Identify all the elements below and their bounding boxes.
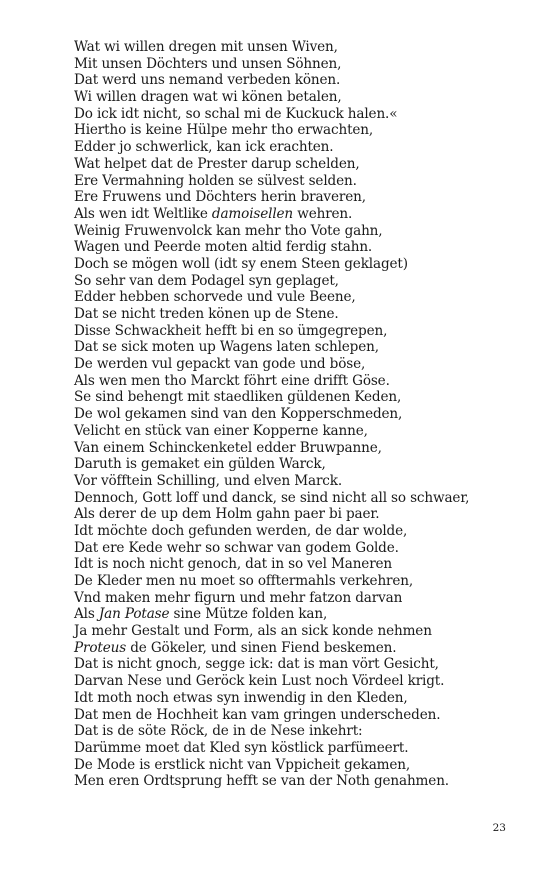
- poem-line-segment: Dat se sick moten up Wagens laten schlepen,: [74, 339, 379, 356]
- poem-line-segment: Ere Vermahning holden se sülvest selden.: [74, 172, 357, 189]
- poem-line-segment: Dat men de Hochheit kan vam gringen underscheden.: [74, 706, 441, 723]
- poem-line-segment: Vnd maken mehr figurn und mehr fatzon darvan: [74, 589, 403, 606]
- poem-line-segment: Dat is de söte Röck, de in de Nese inkehrt:: [74, 723, 363, 740]
- poem-line-segment: Ere Fruwens und Döchters herin braveren,: [74, 189, 366, 206]
- poem-line-segment: De werden vul gepackt van gode und böse,: [74, 356, 366, 373]
- poem-line-segment: Ja mehr Gestalt und Form, als an sick konde nehmen: [74, 623, 432, 640]
- poem-line: [74, 406, 524, 423]
- poem-line-segment: Se sind behengt mit staedliken güldenen Keden,: [74, 389, 402, 406]
- poem-line-segment: Edder jo schwerlick, kan ick erachten.: [74, 139, 334, 156]
- poem-line-segment: Dennoch, Gott loff und danck, se sind nicht all so schwaer,: [74, 489, 470, 506]
- poem-line-segment: Hiertho is keine Hülpe mehr tho erwachten,: [74, 122, 374, 139]
- poem-line: [74, 106, 524, 123]
- poem-line-segment: Weinig Fruwenvolck kan mehr tho Vote gahn,: [74, 222, 383, 239]
- poem-line-segment: De Mode is erstlick nicht van Vppicheit gekamen,: [74, 756, 411, 773]
- poem-line: [74, 239, 524, 256]
- poem-line-italic-segment: Jan Potase: [98, 606, 170, 623]
- poem-line: [74, 656, 524, 673]
- poem-line-segment: Darümme moet dat Kled syn köstlick parfümeert.: [74, 739, 409, 756]
- poem-line: [74, 740, 524, 757]
- poem-line-segment: Als wen idt Weltlike: [74, 205, 212, 222]
- poem-line-segment: Daruth is gemaket ein gülden Warck,: [74, 456, 326, 473]
- poem-line: [74, 39, 524, 56]
- page-number: 23: [492, 822, 506, 834]
- poem-line: [74, 323, 524, 340]
- poem-line: [74, 139, 524, 156]
- poem-line: [74, 606, 524, 623]
- poem-line: [74, 339, 524, 356]
- poem-text: [74, 39, 524, 790]
- poem-line: [74, 690, 524, 707]
- poem-line: [74, 707, 524, 724]
- poem-line-segment: Mit unsen Döchters und unsen Söhnen,: [74, 55, 342, 72]
- poem-line-segment: wehren.: [293, 205, 353, 222]
- poem-line-segment: Idt moth noch etwas syn inwendig in den Kleden,: [74, 689, 408, 706]
- poem-line-segment: Idt möchte doch gefunden werden, de dar wolde,: [74, 522, 408, 539]
- poem-line-segment: de Gökeler, und sinen Fiend beskemen.: [126, 639, 397, 656]
- poem-line: [74, 356, 524, 373]
- poem-line-segment: Wat helpet dat de Prester darup schelden,: [74, 155, 360, 172]
- poem-line-segment: Darvan Nese und Geröck kein Lust noch Vördeel krigt.: [74, 673, 445, 690]
- poem-line: [74, 223, 524, 240]
- poem-line: [74, 273, 524, 290]
- poem-line-segment: Idt is noch nicht genoch, dat in so vel Maneren: [74, 556, 393, 573]
- poem-line: [74, 389, 524, 406]
- poem-line: [74, 89, 524, 106]
- poem-line-segment: Dat is nicht gnoch, segge ick: dat is man vört Gesicht,: [74, 656, 439, 673]
- poem-line-segment: Wi willen dragen wat wi könen betalen,: [74, 89, 342, 106]
- poem-line-segment: Velicht en stück van einer Kopperne kanne,: [74, 422, 368, 439]
- poem-line: [74, 122, 524, 139]
- poem-line: [74, 540, 524, 557]
- poem-line: [74, 306, 524, 323]
- poem-line: [74, 423, 524, 440]
- poem-line-segment: De wol gekamen sind van den Kopperschmeden,: [74, 406, 403, 423]
- poem-line-segment: Vor vöfftein Schilling, und elven Marck.: [74, 472, 343, 489]
- poem-line-segment: Wagen und Peerde moten altid ferdig stahn.: [74, 239, 373, 256]
- poem-line: [74, 573, 524, 590]
- poem-line: [74, 523, 524, 540]
- poem-line: [74, 757, 524, 774]
- poem-line-segment: sine Mütze folden kan,: [169, 606, 328, 623]
- poem-line-segment: Wat wi willen dregen mit unsen Wiven,: [74, 39, 338, 55]
- poem-line: [74, 773, 524, 790]
- poem-line-segment: Men eren Ordtsprung hefft se van der Noth genahmen.: [74, 773, 449, 790]
- poem-line-segment: Van einem Schinckenketel edder Bruwpanne,: [74, 439, 382, 456]
- poem-line-italic-segment: damoisellen: [211, 205, 294, 222]
- poem-line-segment: Als: [74, 606, 99, 623]
- poem-line-segment: Dat werd uns nemand verbeden könen.: [74, 72, 341, 89]
- poem-line-segment: De Kleder men nu moet so offtermahls verkehren,: [74, 573, 414, 589]
- poem-line: [74, 173, 524, 190]
- poem-line-segment: Do ick idt nicht, so schal mi de Kuckuck halen.«: [74, 105, 398, 122]
- poem-line: [74, 373, 524, 390]
- poem-line: [74, 256, 524, 273]
- poem-line: [74, 640, 524, 657]
- poem-line-segment: Doch se mögen woll (idt sy enem Steen geklaget): [74, 255, 408, 272]
- poem-line: [74, 440, 524, 457]
- poem-line-segment: Dat ere Kede wehr so schwar van godem Golde.: [74, 539, 399, 556]
- poem-line: [74, 506, 524, 523]
- poem-line: [74, 72, 524, 89]
- poem-line-segment: Edder hebben schorvede und vule Beene,: [74, 289, 356, 306]
- poem-line: [74, 289, 524, 306]
- poem-line: [74, 206, 524, 223]
- poem-line: [74, 556, 524, 573]
- poem-line: [74, 456, 524, 473]
- poem-line: [74, 189, 524, 206]
- poem-line-segment: Als derer de up dem Holm gahn paer bi paer.: [74, 506, 380, 523]
- poem-line-italic-segment: Proteus: [74, 639, 127, 656]
- poem-line: [74, 673, 524, 690]
- poem-line: [74, 590, 524, 607]
- poem-line-segment: Dat se nicht treden könen up de Stene.: [74, 306, 339, 322]
- poem-line: [74, 156, 524, 173]
- poem-line: [74, 490, 524, 507]
- poem-line-segment: So sehr van dem Podagel syn geplaget,: [74, 272, 339, 289]
- poem-line: [74, 473, 524, 490]
- poem-line: [74, 623, 524, 640]
- poem-line-segment: Disse Schwackheit hefft bi en so ümgegrepen,: [74, 322, 388, 339]
- poem-line: [74, 723, 524, 740]
- poem-line-segment: Als wen men tho Marckt föhrt eine drifft Göse.: [74, 372, 390, 389]
- poem-line: [74, 56, 524, 73]
